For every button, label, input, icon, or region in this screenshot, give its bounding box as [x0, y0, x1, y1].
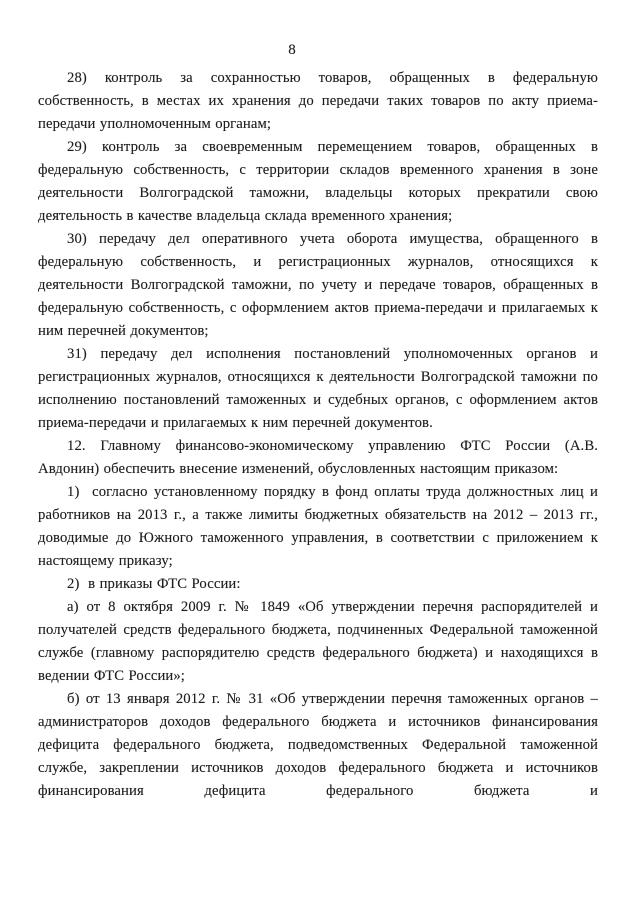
- paragraph-30: 30) передачу дел оперативного учета оборота имущества, обращенного в федеральную собственность, и регистрационных журналов, относящихся к деятельности Волгоградской таможни, по учету и передаче товаров, обращенных в федеральную собственность, с оформлением актов приема-передачи и прилагаемых к ним перечней документов;: [38, 231, 598, 339]
- page-number: 8: [288, 42, 296, 58]
- clause-12: 12. Главному финансово-экономическому управлению ФТС России (А.В. Авдонин) обеспечить внесение изменений, обусловленных настоящим приказом:: [38, 438, 598, 477]
- clause-12-sub-2: 2) в приказы ФТС России:: [67, 576, 241, 592]
- clause-12-sub-2a: а) от 8 октября 2009 г. № 1849 «Об утверждении перечня распорядителей и получателей средств федерального бюджета, подчиненных Федеральной таможенной службе (главному распорядителю средств федерального бюджета) и находящихся в ведении ФТС России»;: [38, 599, 598, 684]
- paragraph-29: 29) контроль за своевременным перемещением товаров, обращенных в федеральную собственность, с территории складов временного хранения в зоне деятельности Волгоградской таможни, владельцы которых прекратили свою деятельность в качестве владельца склада временного хранения;: [38, 139, 598, 224]
- paragraph-28: 28) контроль за сохранностью товаров, обращенных в федеральную собственность, в местах их хранения до передачи таких товаров по акту приема-передачи уполномоченным органам;: [38, 70, 598, 132]
- document-body: [38, 67, 598, 803]
- clause-12-sub-2b: б) от 13 января 2012 г. № 31 «Об утверждении перечня таможенных органов – администраторов доходов федерального бюджета и источников финансирования дефицита федерального бюджета, подведомственных Федеральной таможенной службе, закреплении источников доходов федерального бюджета и источников финансирования дефицита федерального бюджета и: [38, 691, 598, 799]
- paragraph-31: 31) передачу дел исполнения постановлений уполномоченных органов и регистрационных журналов, относящихся к деятельности Волгоградской таможни по исполнению постановлений таможенных и судебных органов, с оформлением актов приема-передачи и прилагаемых к ним перечней документов.: [38, 346, 598, 431]
- clause-12-sub-1: 1) согласно установленному порядку в фонд оплаты труда должностных лиц и работников на 2013 г., а также лимиты бюджетных обязательств на 2012 – 2013 гг., доводимые до Южного таможенного управления, в соответствии с приложением к настоящему приказу;: [38, 484, 598, 569]
